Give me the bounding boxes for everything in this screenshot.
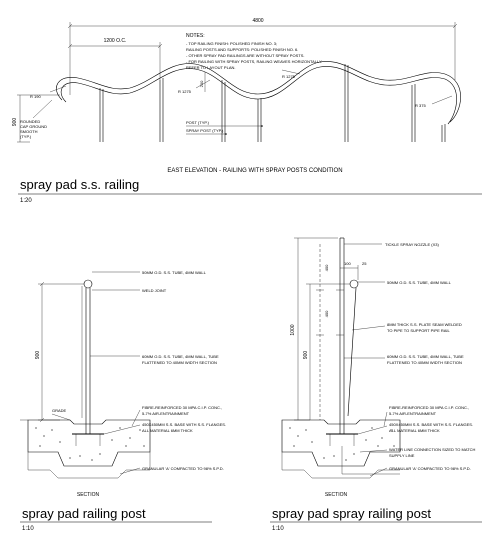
callout-text: 450X450MM S.S. BASE WITH S.S. FLANGES. — [389, 422, 474, 427]
section-title: spray pad railing post — [22, 506, 146, 521]
elevation-scale: 1:20 — [20, 198, 32, 204]
callout-text: FLATTENED TO 40MM WIDTH SECTION — [387, 360, 462, 365]
cap-note-line: SMOOTH — [20, 129, 38, 134]
callout-text: TICKLE SPRAY NOZZLE (X3) — [385, 242, 439, 247]
callout-text: 450X450MM S.S. BASE WITH S.S. FLANGES. — [142, 422, 227, 427]
section-left — [20, 270, 226, 532]
elevation-title: spray pad s.s. railing — [20, 177, 140, 192]
elevation-caption: EAST ELEVATION - RAILING WITH SPRAY POSTS CONDITION — [167, 168, 343, 174]
cap-note-line: (TYP.) — [20, 134, 32, 139]
note-line: RAILING POSTS AND SUPPORTS: POLISHED FINISH NO. 6. — [186, 47, 299, 52]
cap-note-line: CAP GROUND — [20, 124, 48, 129]
concrete-footing — [282, 420, 400, 466]
callout-text: ALL MATERIAL 6MM THICK — [142, 428, 193, 433]
callout-text: 5-7% AIR-ENTRAINMENT — [389, 411, 437, 416]
spray-post-label: SPRAY POST (TYP.) — [186, 128, 224, 133]
section-right — [270, 238, 482, 532]
callout-text: 8MM THICK S.S. PLATE SEAM WELDED — [387, 322, 462, 327]
callout-text: 50MM O.D. S.S. TUBE, 4MM WALL — [387, 280, 451, 285]
callout-text: GRANULAR 'A' COMPACTED TO 98% S.P.D. — [142, 466, 224, 471]
dim-1000-label: 1000 — [290, 324, 296, 336]
dimension-oc-label: 1200 O.C. — [103, 38, 127, 44]
callout-text: FLATTENED TO 40MM WIDTH SECTION — [142, 360, 217, 365]
callout-text: 5-7% AIR-ENTRAINMENT — [142, 411, 190, 416]
dimension-height-label: 900 — [35, 350, 41, 360]
dimension-200-label: 200 — [199, 80, 204, 88]
grade-label: GRADE — [52, 408, 67, 413]
callout-text: 50MM O.D. S.S. TUBE, 4MM WALL — [142, 270, 206, 275]
section-caption: SECTION — [324, 492, 348, 498]
rail-tube-section — [350, 280, 358, 288]
east-elevation — [12, 18, 482, 204]
dim-400-label: 400 — [324, 264, 329, 272]
notes-title: NOTES: — [186, 33, 205, 39]
rail-tube-section — [84, 280, 92, 288]
radius-190-label: R 190 — [30, 94, 41, 99]
callout-text: 60MM O.D. S.S. TUBE, 4MM WALL, TUBE — [387, 354, 464, 359]
note-line: REFER TO LAYOUT PLAN. — [186, 65, 236, 70]
cap-note-line: ROUNDED — [20, 119, 41, 124]
wavy-top-rail — [56, 61, 460, 122]
dim-400-label: 400 — [324, 310, 329, 318]
callout-text: TO PIPE TO SUPPORT PIPE RAIL — [387, 328, 450, 333]
callout-text: WATER LINE CONNECTION SIZED TO MATCH — [389, 447, 476, 452]
radius-1275-label-b: R 1275 — [282, 74, 295, 79]
section-scale: 1:10 — [22, 526, 34, 532]
dimension-total-label: 4800 — [252, 18, 264, 24]
section-caption: SECTION — [76, 492, 100, 498]
radius-1275-label-a: R 1275 — [178, 89, 191, 94]
callout-text: FIBRE-REINFORCED 30 MPA C.I.P. CONC., — [389, 405, 470, 410]
callout-text: GRANULAR 'A' COMPACTED TO 98% S.P.D. — [389, 466, 471, 471]
dim-900-label: 900 — [303, 350, 309, 360]
granular-base — [28, 452, 150, 478]
note-line: - FOR RAILING WITH SPRAY POSTS, RAILING WEAVES HORIZONTALLY. — [186, 59, 323, 64]
callout-text: FIBRE-REINFORCED 30 MPA C.I.P. CONC., — [142, 405, 223, 410]
note-line: - TOP RAILING FINISH: POLISHED FINISH NO. 3; — [186, 41, 278, 46]
dim-100-label: 100 — [344, 261, 351, 266]
callout-text: WELD JOINT — [142, 288, 167, 293]
section-title: spray pad spray railing post — [272, 506, 431, 521]
dim-25-label: 25 — [362, 261, 367, 266]
callout-text: 60MM O.D. S.S. TUBE, 4MM WALL, TUBE — [142, 354, 219, 359]
callout-text: SUPPLY LINE — [389, 453, 415, 458]
notes-block — [186, 33, 322, 70]
section-scale: 1:10 — [272, 526, 284, 532]
dimension-height-label: 900 — [12, 117, 18, 127]
post-label: POST (TYP.) — [186, 120, 209, 125]
support-plate — [348, 288, 356, 416]
note-line: - OTHER SPRAY PAD RAILINGS ARE WITHOUT SPRAY POSTS. — [186, 53, 305, 58]
callout-text: ALL MATERIAL 6MM THICK — [389, 428, 440, 433]
radius-375-label: R 375 — [415, 103, 426, 108]
